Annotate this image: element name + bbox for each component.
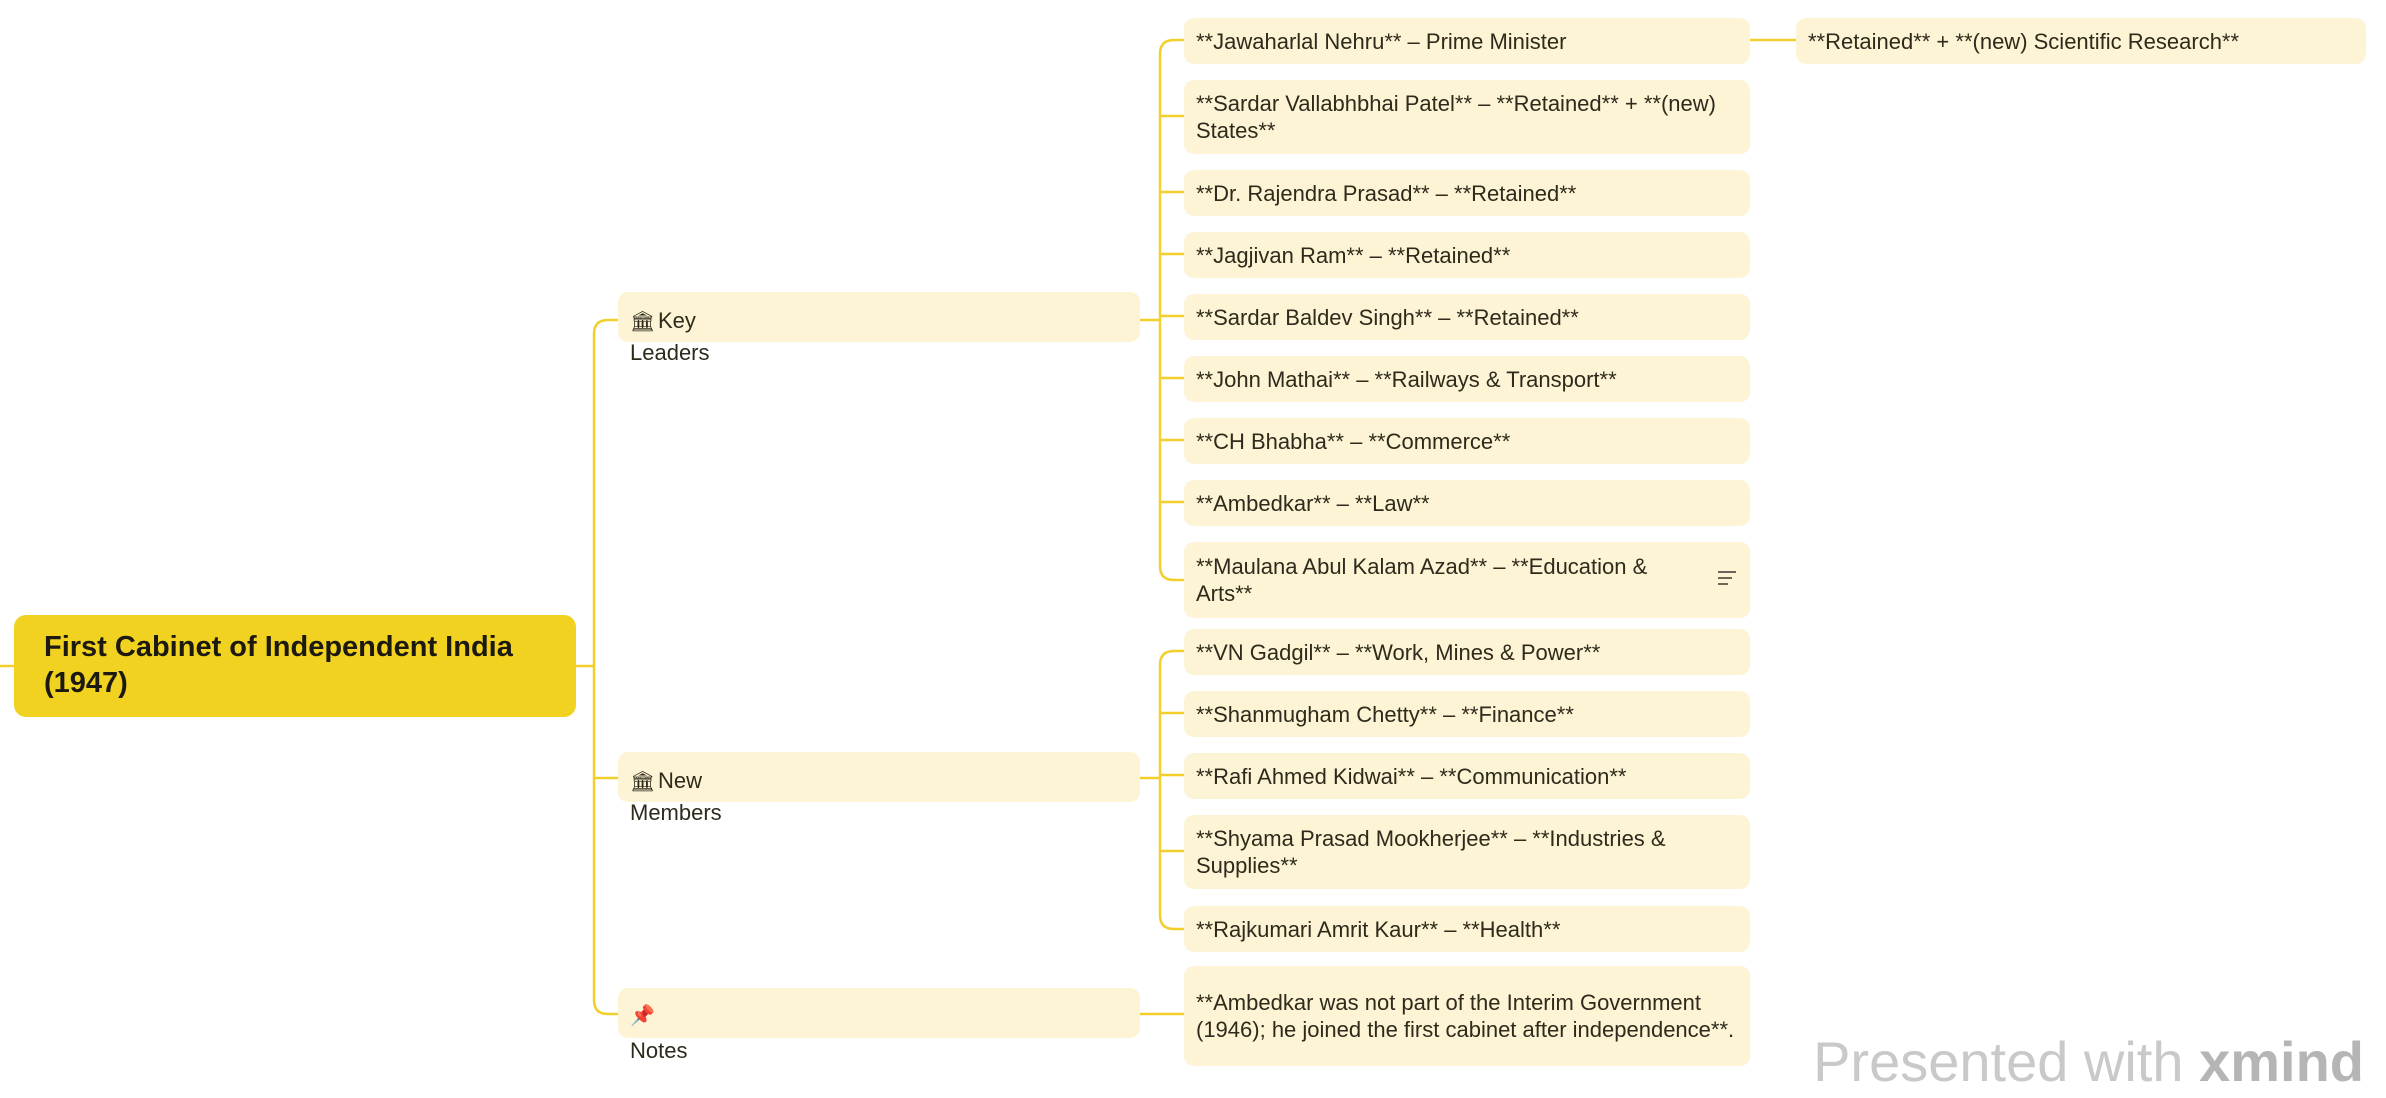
xmind-watermark: Presented with xmind — [1813, 1030, 2364, 1093]
connector-key-leaders — [1140, 40, 1184, 580]
nehru-subtopic[interactable] — [1796, 18, 2366, 64]
leader-azad[interactable] — [1184, 542, 1750, 618]
leaf-text: **Dr. Rajendra Prasad** – **Retained** — [1196, 180, 1577, 206]
connector-new-members — [1140, 651, 1184, 929]
member-chetty[interactable] — [1184, 691, 1750, 737]
classical-building-icon: 🏛 — [630, 771, 656, 793]
connector-root-branches — [576, 320, 618, 1014]
leaf-text: **Retained** + **(new) Scientific Research** — [1808, 28, 2240, 54]
leaf-text: **Ambedkar** – **Law** — [1196, 490, 1430, 516]
classical-building-icon: 🏛 — [630, 311, 656, 333]
leaf-text: **Sardar Vallabhbhai Patel** – **Retained** + **(new) States** — [1196, 91, 1716, 143]
leaf-text: **Jawaharlal Nehru** – Prime Minister — [1196, 28, 1567, 54]
leader-baldev-singh[interactable] — [1184, 294, 1750, 340]
leader-ch-bhabha[interactable] — [1184, 418, 1750, 464]
branch-new-members-label: 🏛 New — [630, 766, 702, 797]
leaf-text: **Rafi Ahmed Kidwai** – **Communication** — [1196, 763, 1627, 789]
leaf-text: **CH Bhabha** – **Commerce** — [1196, 428, 1511, 454]
branch-key-leaders[interactable] — [618, 292, 1140, 342]
leaf-text: **Shyama Prasad Mookherjee** – **Industries & Supplies** — [1196, 826, 1666, 878]
leader-nehru[interactable] — [1184, 18, 1750, 64]
member-kidwai[interactable] — [1184, 753, 1750, 799]
leaf-text: **Maulana Abul Kalam Azad** – **Education & Arts** — [1196, 554, 1648, 606]
leaf-text: **Rajkumari Amrit Kaur** – **Health** — [1196, 916, 1561, 942]
pushpin-icon: 📌 — [630, 1005, 655, 1027]
leaf-text: **Jagjivan Ram** – **Retained** — [1196, 242, 1511, 268]
branch-new-members-label-line2: Members — [630, 800, 722, 825]
branch-notes[interactable] — [618, 988, 1140, 1038]
branch-key-leaders-label-line2: Leaders — [630, 340, 710, 365]
note-ambedkar[interactable] — [1184, 966, 1750, 1066]
central-topic-title: First Cabinet of Independent India (1947) — [44, 631, 513, 699]
leaf-text: **John Mathai** – **Railways & Transport** — [1196, 366, 1617, 392]
leader-jagjivan-ram[interactable] — [1184, 232, 1750, 278]
leader-prasad[interactable] — [1184, 170, 1750, 216]
branch-notes-label-line2: Notes — [630, 1038, 688, 1063]
leaf-text: **VN Gadgil** – **Work, Mines & Power** — [1196, 639, 1601, 665]
branch-notes-label — [630, 1000, 658, 1031]
leader-ambedkar[interactable] — [1184, 480, 1750, 526]
notes-icon[interactable] — [1718, 571, 1736, 589]
member-amrit-kaur[interactable] — [1184, 906, 1750, 952]
member-gadgil[interactable] — [1184, 629, 1750, 675]
leader-john-mathai[interactable] — [1184, 356, 1750, 402]
central-topic[interactable] — [14, 615, 576, 717]
leader-patel[interactable] — [1184, 80, 1750, 154]
leaf-text: **Shanmugham Chetty** – **Finance** — [1196, 701, 1574, 727]
member-mookherjee[interactable] — [1184, 815, 1750, 889]
leaf-text: **Ambedkar was not part of the Interim Government (1946); he joined the first cabinet after independence**. — [1196, 990, 1735, 1042]
branch-key-leaders-label: 🏛 Key — [630, 306, 696, 337]
leaf-text: **Sardar Baldev Singh** – **Retained** — [1196, 304, 1579, 330]
